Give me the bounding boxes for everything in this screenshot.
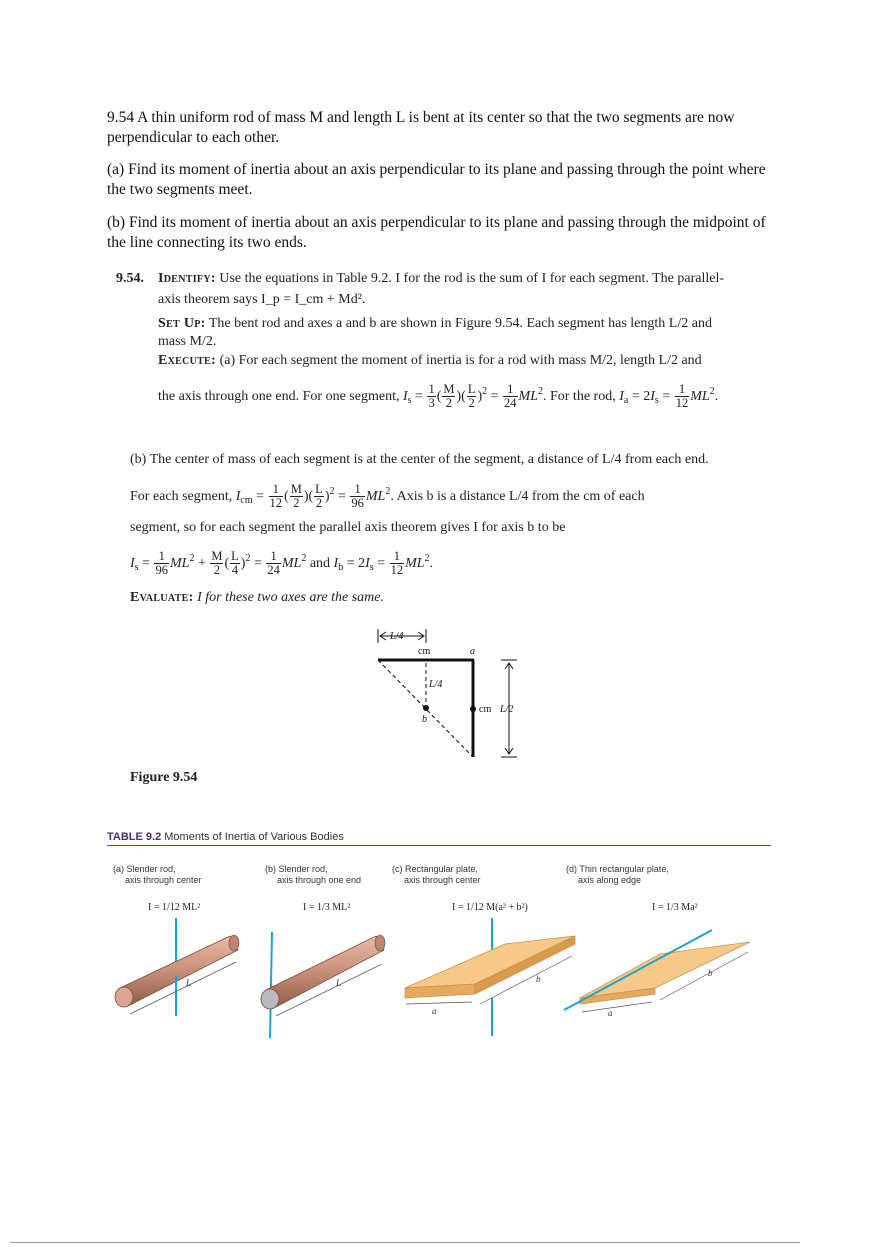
axis-b-line [270, 932, 272, 1038]
execute-b-text-4: segment, so for each segment the parallel axis theorem gives I for axis b to be [130, 520, 566, 535]
axis-b-point [423, 705, 429, 711]
setup-text-1: The bent rod and axes a and b are shown in Figure 9.54. Each segment has length L/2 and [208, 316, 712, 331]
identify-line-1 [158, 270, 758, 288]
formula-icm: $I_{cm}$ = $\frac{1}{12}$ ( $\frac{M}{2}$ )( $\frac{L}{2}$ )$^2$ = $\frac{1}{96}$ $ML^2$. [235, 482, 394, 511]
table-title-bold: TABLE 9.2 [107, 831, 162, 843]
execute-b-text-3: Axis b is a distance L/4 from the cm of each [396, 489, 645, 504]
execute-b-text-1: (b) The center of mass of each segment is at the center of the segment, a distance of L/4 from each end. [130, 452, 709, 467]
evaluate-label: Evaluate: [130, 590, 194, 605]
page-footer-rule [10, 1242, 800, 1243]
problem-part-a: (a) Find its moment of inertia about an axis perpendicular to its plane and passing through the point where the two segments meet. [107, 161, 766, 198]
label-dim-top: L/4 [390, 631, 404, 642]
table-item-b-caption: (b) Slender rod, axis through one end [265, 864, 362, 885]
identify-label: Identify: [158, 271, 216, 286]
table-title-rest: Moments of Inertia of Various Bodies [164, 831, 344, 843]
table-item-b-formula: I = 1/3 ML² [303, 902, 351, 913]
table-9-2-illustrations [100, 918, 790, 1038]
plate-d-illustration [564, 930, 750, 1018]
label-l4: L/4 [429, 679, 443, 690]
identify-text-1: Use the equations in Table 9.2. I for the rod is the sum of I for each segment. The parallel- [219, 271, 725, 286]
plate-c-dim-a: a [432, 1006, 437, 1016]
execute-label: Execute: [158, 353, 217, 368]
evaluate-line [130, 589, 770, 607]
table-item-c-caption: (c) Rectangular plate, axis through center [392, 864, 481, 885]
cm-point-right [470, 706, 476, 712]
plate-c-dim-b: b [536, 974, 541, 984]
identify-text-2: axis theorem says I_p = I_cm + Md². [158, 292, 366, 307]
label-a: a [470, 646, 475, 657]
rod-a-dim-label: L [186, 978, 192, 988]
setup-label: Set Up: [158, 316, 206, 331]
label-cm-top: cm [418, 646, 431, 657]
execute-b-line-2 [130, 478, 770, 515]
execute-b-line-4 [130, 545, 770, 582]
table-item-a-formula: I = 1/12 ML² [148, 902, 201, 913]
label-cm-right: cm [479, 704, 492, 715]
formula-is-b: $I_s$ = $\frac{1}{96}$ $ML^2$ + $\frac{M}{2}$ ( $\frac{L}{4}$ )$^2$ = $\frac{1}{24}$ $ML^2$ [130, 549, 307, 578]
execute-a-text-2: the axis through one end. For one segment, [158, 389, 400, 404]
setup-text-2: mass M/2. [158, 334, 217, 349]
plate-c-illustration [405, 918, 575, 1036]
execute-line-1 [158, 352, 758, 370]
figure-caption: Figure 9.54 [130, 770, 198, 785]
plate-d-dim-a: a [608, 1008, 613, 1018]
rod-b-dim-label: L [336, 978, 342, 988]
formula-is-a: $I_s$ = $\frac{1}{3}$ ( $\frac{M}{2}$ )( $\frac{L}{2}$ )$^2$ = $\frac{1}{24}$ $ML^2$. [402, 382, 547, 411]
formula-ia: $I_a = 2I_s$ = $\frac{1}{12}$ $ML^2$. [619, 382, 719, 411]
evaluate-text: I for these two axes are the same. [197, 590, 384, 605]
setup-line-1 [158, 315, 758, 333]
label-b: b [422, 714, 427, 725]
execute-a-text-1: (a) For each segment the moment of inertia is for a rod with mass M/2, length L/2 and [219, 353, 702, 368]
figure-9-54-diagram [360, 625, 540, 765]
execute-a-line-2 [158, 378, 768, 415]
and-word: and [309, 556, 331, 571]
formula-ib: $I_b = 2I_s$ = $\frac{1}{12}$ $ML^2$. [333, 549, 434, 578]
problem-part-b: (b) Find its moment of inertia about an axis perpendicular to its plane and passing through the midpoint of the line connecting its two ends. [107, 214, 766, 251]
plate-d-dim-b: b [708, 968, 713, 978]
execute-a-text-3: For the rod, [549, 389, 616, 404]
execute-b-text-2: For each segment, [130, 489, 233, 504]
problem-part-intro: 9.54 A thin uniform rod of mass M and length L is bent at its center so that the two segments are now perpendicular to each other. [107, 109, 735, 146]
table-title [107, 831, 771, 846]
table-item-d-formula: I = 1/3 Ma² [652, 902, 698, 913]
table-item-a-caption: (a) Slender rod, axis through center [113, 864, 202, 885]
label-l2: L/2 [500, 704, 514, 715]
rod-a-illustration [115, 918, 239, 1016]
table-item-c-formula: I = 1/12 M(a² + b²) [452, 902, 528, 913]
solution-number: 9.54. [116, 271, 144, 286]
table-item-d-caption: (d) Thin rectangular plate, axis along edge [566, 864, 669, 885]
rod-b-illustration [261, 932, 385, 1038]
